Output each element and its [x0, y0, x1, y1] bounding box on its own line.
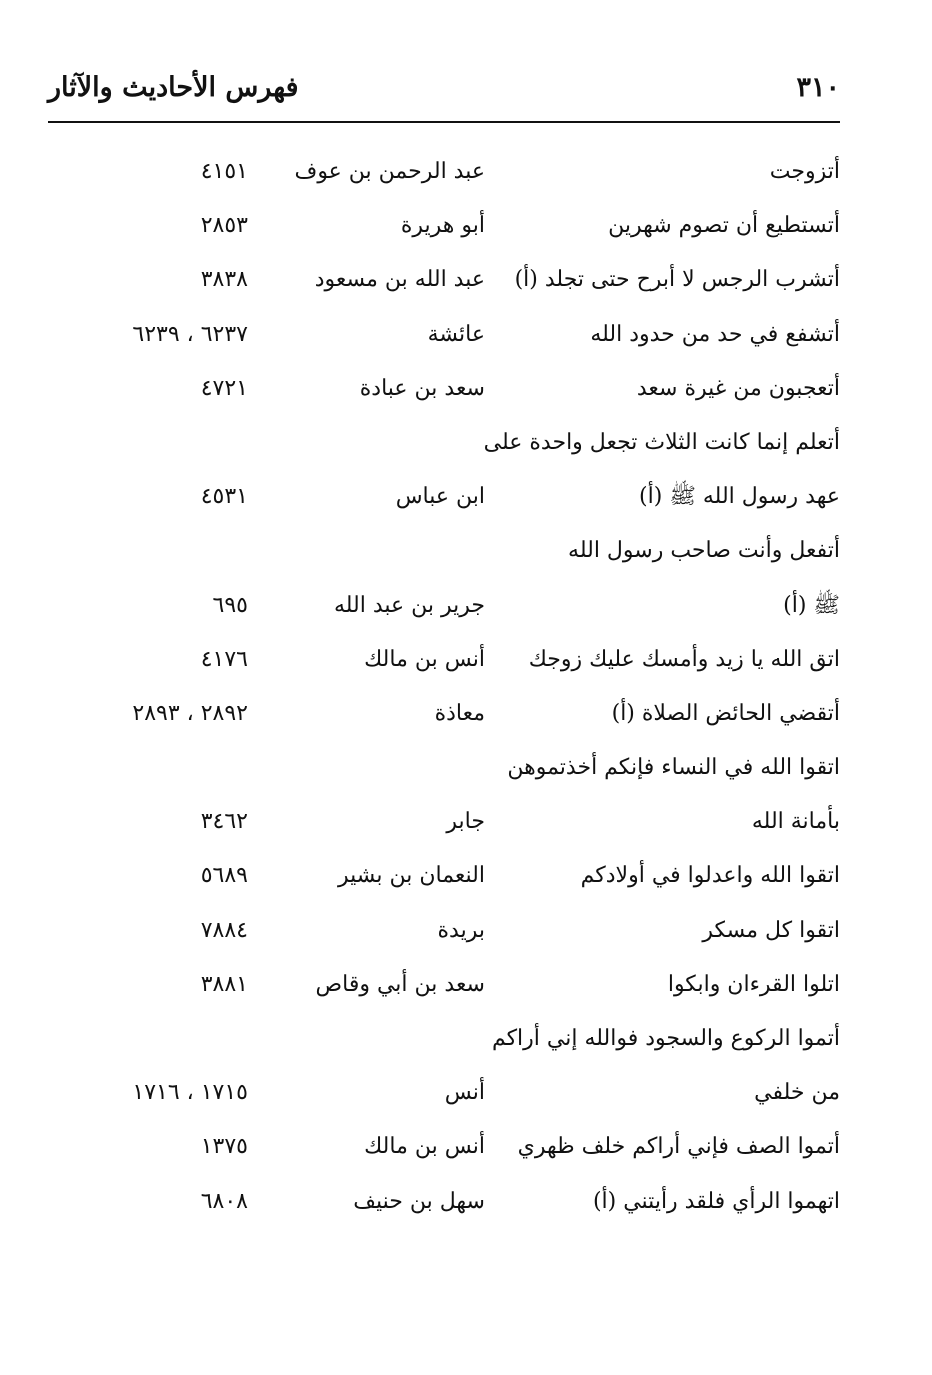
- entry-narrator: عبد الله بن مسعود: [314, 267, 485, 293]
- entry-narrator: بريدة: [437, 917, 485, 943]
- entry-text: أتعجبون من غيرة سعد: [636, 375, 840, 401]
- entry-narrator: أبو هريرة: [400, 213, 485, 239]
- entry-number: ٤٧٢١: [200, 375, 248, 401]
- entry-text: أتموا الصف فإني أراكم خلف ظهري: [517, 1134, 840, 1160]
- index-entry: [48, 958, 840, 1012]
- page-number: ٣١٠: [796, 72, 840, 103]
- entry-text: أتقضي الحائض الصلاة (أ): [611, 700, 840, 726]
- entry-number: ٣٨٣٨: [200, 267, 248, 293]
- entry-narrator: معاذة: [434, 700, 485, 726]
- running-title: فهرس الأحاديث والآثار: [48, 72, 299, 103]
- entry-number: ٤١٥١: [200, 159, 248, 184]
- entry-text: بأمانة الله: [751, 809, 840, 835]
- entry-narrator: سعد بن أبي وقاص: [315, 971, 485, 997]
- index-entry: [48, 470, 840, 524]
- index-entry: [48, 904, 840, 958]
- entry-number: ٦٩٥: [212, 592, 248, 618]
- entry-text: اتلوا القرءان وابكوا: [667, 971, 840, 997]
- entry-narrator: عائشة: [427, 321, 485, 347]
- entry-narrator: سعد بن عبادة: [359, 375, 485, 401]
- entry-text: ﷺ (أ): [783, 592, 840, 618]
- entry-number: ٦٨٠٨: [200, 1188, 248, 1214]
- entry-number: ٥٦٨٩: [200, 863, 248, 889]
- entry-text: من خلفي: [754, 1080, 840, 1106]
- entry-narrator: سهل بن حنيف: [353, 1188, 485, 1214]
- index-entry: [48, 1175, 840, 1229]
- header-rule: [48, 121, 840, 123]
- entry-number: ١٣٧٥: [200, 1134, 248, 1160]
- entry-text: اتقوا الله واعدلوا في أولادكم: [580, 863, 840, 889]
- entry-narrator: جابر: [446, 809, 485, 835]
- index-entry: [48, 1120, 840, 1174]
- index-entry: [48, 199, 840, 253]
- entry-number: ٢٨٩٢ ، ٢٨٩٣: [132, 700, 248, 726]
- entry-narrator: عبد الرحمن بن عوف: [294, 159, 485, 184]
- index-entry: [48, 633, 840, 687]
- entry-text: أتموا الركوع والسجود فوالله إني أراكم: [491, 1026, 840, 1051]
- entry-text: اتهموا الرأي فلقد رأيتني (أ): [592, 1188, 840, 1214]
- entry-text: أتفعل وأنت صاحب رسول الله: [568, 538, 840, 564]
- entry-narrator: أنس: [444, 1080, 485, 1106]
- entry-narrator: أنس بن مالك: [364, 646, 485, 672]
- entry-narrator: النعمان بن بشير: [337, 863, 485, 889]
- index-entry: [48, 253, 840, 307]
- index-entry: [48, 849, 840, 903]
- entry-text: أتعلم إنما كانت الثلاث تجعل واحدة على: [483, 429, 840, 455]
- index-entry: [48, 687, 840, 741]
- entry-narrator: جرير بن عبد الله: [333, 592, 485, 618]
- index-entry: [48, 362, 840, 416]
- entry-number: ٣٨٨١: [200, 971, 248, 997]
- entry-text: أتزوجت: [769, 159, 840, 184]
- entry-text: اتق الله يا زيد وأمسك عليك زوجك: [528, 646, 840, 672]
- entry-text: أتشفع في حد من حدود الله: [590, 321, 840, 347]
- index-entry: [48, 579, 840, 633]
- entry-number: ٤٥٣١: [200, 484, 248, 510]
- entry-text: اتقوا كل مسكر: [702, 917, 840, 943]
- entry-number: ٣٤٦٢: [200, 809, 248, 835]
- hadith-index-list: [48, 145, 840, 1229]
- entry-number: ٢٨٥٣: [200, 213, 248, 239]
- index-entry: [48, 145, 840, 199]
- entry-text: عهد رسول الله ﷺ (أ): [639, 484, 840, 510]
- entry-narrator: ابن عباس: [395, 484, 485, 510]
- entry-number: ٧٨٨٤: [200, 917, 248, 943]
- entry-number: ٤١٧٦: [200, 646, 248, 672]
- index-entry: [48, 308, 840, 362]
- entry-number: ١٧١٥ ، ١٧١٦: [132, 1080, 248, 1106]
- entry-text: اتقوا الله في النساء فإنكم أخذتموهن: [507, 755, 840, 781]
- entry-narrator: أنس بن مالك: [364, 1134, 485, 1160]
- entry-text: أتستطيع أن تصوم شهرين: [608, 213, 840, 239]
- index-entry-continued: [48, 1012, 840, 1066]
- page-header: [48, 70, 840, 114]
- entry-text: أتشرب الرجس لا أبرح حتى تجلد (أ): [514, 267, 840, 293]
- index-entry: [48, 795, 840, 849]
- entry-number: ٦٢٣٧ ، ٦٢٣٩: [132, 321, 248, 347]
- index-entry: [48, 1066, 840, 1120]
- index-entry-continued: [48, 416, 840, 470]
- index-entry-continued: [48, 741, 840, 795]
- index-entry-continued: [48, 524, 840, 578]
